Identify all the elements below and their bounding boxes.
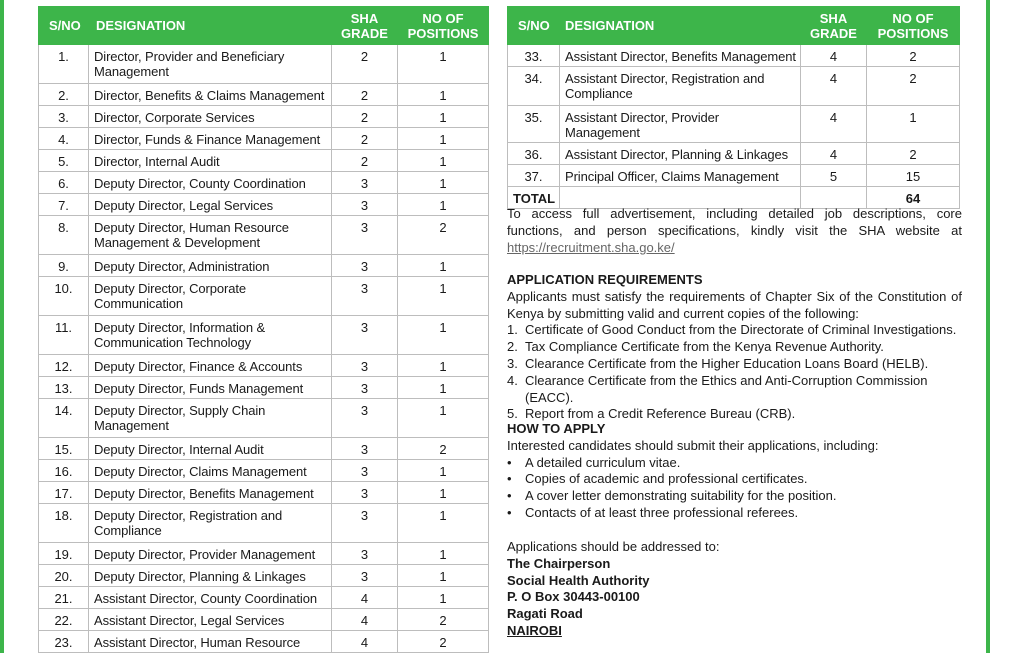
table-row xyxy=(39,399,489,438)
table-row xyxy=(508,106,960,143)
row-designation: Deputy Director, Supply Chain Management xyxy=(89,399,332,438)
row-sno: 8. xyxy=(39,216,89,255)
table-row xyxy=(508,45,960,67)
requirement-number: 2. xyxy=(507,339,518,355)
row-grade: 4 xyxy=(332,631,398,653)
row-designation: Deputy Director, Funds Management xyxy=(89,377,332,399)
row-grade: 3 xyxy=(332,543,398,565)
row-sno: 35. xyxy=(508,106,560,143)
apply-item xyxy=(507,488,962,505)
row-grade: 3 xyxy=(332,504,398,543)
address-line: P. O Box 30443-00100 xyxy=(507,589,640,605)
row-positions: 1 xyxy=(398,150,489,172)
requirement-item xyxy=(507,356,962,373)
positions-table-left xyxy=(38,6,489,653)
row-positions: 2 xyxy=(867,143,960,165)
table-row xyxy=(39,565,489,587)
row-grade: 3 xyxy=(332,565,398,587)
table-row xyxy=(39,460,489,482)
table-row xyxy=(39,172,489,194)
table-row xyxy=(39,438,489,460)
requirements-intro: Applicants must satisfy the requirements of Chapter Six of the Constitution of Kenya by submitting valid and current copies of the following: xyxy=(507,288,962,321)
row-grade: 4 xyxy=(801,143,867,165)
bullet-icon: • xyxy=(507,504,512,520)
row-designation: Deputy Director, Benefits Management xyxy=(89,482,332,504)
row-positions: 1 xyxy=(867,106,960,143)
row-positions: 1 xyxy=(398,587,489,609)
row-designation: Director, Internal Audit xyxy=(89,150,332,172)
table-header-row xyxy=(39,7,489,45)
table-row xyxy=(39,84,489,106)
row-designation: Assistant Director, Benefits Management xyxy=(560,45,801,67)
header-designation: DESIGNATION xyxy=(560,7,801,45)
row-sno: 4. xyxy=(39,128,89,150)
row-sno: 2. xyxy=(39,84,89,106)
row-sno: 7. xyxy=(39,194,89,216)
requirements-heading: APPLICATION REQUIREMENTS xyxy=(507,272,703,287)
row-positions: 1 xyxy=(398,84,489,106)
row-positions: 1 xyxy=(398,355,489,377)
row-designation: Assistant Director, County Coordination xyxy=(89,587,332,609)
row-sno: 20. xyxy=(39,565,89,587)
row-designation: Director, Benefits & Claims Management xyxy=(89,84,332,106)
table-row xyxy=(508,67,960,106)
how-to-apply-intro: Interested candidates should submit their applications, including: xyxy=(507,437,879,453)
access-paragraph: To access full advertisement, including detailed job descriptions, core functions, and person specifications, kindly visit the SHA website at https://recruitment.sha.go.ke/ xyxy=(507,206,962,255)
requirement-number: 5. xyxy=(507,406,518,422)
apply-item-text: A detailed curriculum vitae. xyxy=(525,454,681,470)
table-row xyxy=(39,355,489,377)
header-positions: NO OF POSITIONS xyxy=(398,7,489,45)
row-designation: Deputy Director, Planning & Linkages xyxy=(89,565,332,587)
row-sno: 5. xyxy=(39,150,89,172)
row-positions: 1 xyxy=(398,45,489,84)
row-grade: 2 xyxy=(332,150,398,172)
row-grade: 4 xyxy=(332,587,398,609)
row-grade: 5 xyxy=(801,165,867,187)
table-row xyxy=(39,587,489,609)
row-positions: 1 xyxy=(398,377,489,399)
apply-item-text: Contacts of at least three professional referees. xyxy=(525,504,799,520)
row-grade: 4 xyxy=(801,106,867,143)
row-grade: 3 xyxy=(332,377,398,399)
row-designation: Deputy Director, Corporate Communication xyxy=(89,277,332,316)
row-grade: 3 xyxy=(332,194,398,216)
apply-item-text: A cover letter demonstrating suitability for the position. xyxy=(525,488,837,504)
row-grade: 3 xyxy=(332,438,398,460)
total-value: 64 xyxy=(867,187,960,209)
row-positions: 1 xyxy=(398,172,489,194)
requirement-text: Report from a Credit Reference Bureau (CRB). xyxy=(525,406,796,422)
header-grade: SHA GRADE xyxy=(801,7,867,45)
positions-table-right xyxy=(507,6,960,209)
requirement-text: Certificate of Good Conduct from the Directorate of Criminal Investigations. xyxy=(525,322,957,338)
row-sno: 18. xyxy=(39,504,89,543)
header-sno: S/NO xyxy=(39,7,89,45)
row-grade: 3 xyxy=(332,399,398,438)
row-positions: 2 xyxy=(398,609,489,631)
row-sno: 17. xyxy=(39,482,89,504)
how-to-apply-list xyxy=(507,455,962,522)
header-sno: S/NO xyxy=(508,7,560,45)
row-positions: 1 xyxy=(398,482,489,504)
row-designation: Deputy Director, Registration and Compliance xyxy=(89,504,332,543)
row-grade: 3 xyxy=(332,255,398,277)
application-requirements xyxy=(507,272,962,423)
requirements-list xyxy=(507,322,962,423)
table-row xyxy=(39,106,489,128)
row-positions: 1 xyxy=(398,194,489,216)
row-designation: Deputy Director, County Coordination xyxy=(89,172,332,194)
table-row xyxy=(39,377,489,399)
requirement-item xyxy=(507,373,962,407)
table-row xyxy=(508,143,960,165)
row-positions: 1 xyxy=(398,399,489,438)
address-intro: Applications should be addressed to: xyxy=(507,539,720,554)
row-positions: 2 xyxy=(867,67,960,106)
row-positions: 2 xyxy=(398,631,489,653)
row-sno: 23. xyxy=(39,631,89,653)
total-label: TOTAL xyxy=(508,187,560,209)
apply-item-text: Copies of academic and professional certificates. xyxy=(525,471,808,487)
apply-item xyxy=(507,471,962,488)
recruitment-link[interactable]: https://recruitment.sha.go.ke/ xyxy=(507,239,675,255)
row-sno: 37. xyxy=(508,165,560,187)
row-sno: 15. xyxy=(39,438,89,460)
table-row xyxy=(39,609,489,631)
table-row xyxy=(39,504,489,543)
address-block xyxy=(507,539,962,640)
table-row xyxy=(39,150,489,172)
row-grade: 3 xyxy=(332,216,398,255)
address-city: NAIROBI xyxy=(507,622,562,638)
table-row xyxy=(39,543,489,565)
row-grade: 2 xyxy=(332,45,398,84)
requirement-text: Tax Compliance Certificate from the Kenya Revenue Authority. xyxy=(525,339,884,355)
row-grade: 3 xyxy=(332,460,398,482)
row-sno: 22. xyxy=(39,609,89,631)
row-positions: 2 xyxy=(398,216,489,255)
requirement-text: Clearance Certificate from the Higher Education Loans Board (HELB). xyxy=(525,355,929,371)
row-sno: 10. xyxy=(39,277,89,316)
header-positions: NO OF POSITIONS xyxy=(867,7,960,45)
table-row xyxy=(39,255,489,277)
row-grade: 4 xyxy=(332,609,398,631)
row-sno: 34. xyxy=(508,67,560,106)
row-grade: 3 xyxy=(332,277,398,316)
header-grade: SHA GRADE xyxy=(332,7,398,45)
row-designation: Assistant Director, Registration and Compliance xyxy=(560,67,801,106)
table-row xyxy=(39,631,489,653)
row-designation: Deputy Director, Finance & Accounts xyxy=(89,355,332,377)
table-row xyxy=(39,45,489,84)
requirement-item xyxy=(507,322,962,339)
row-designation: Director, Provider and Beneficiary Management xyxy=(89,45,332,84)
table-row xyxy=(39,128,489,150)
row-positions: 1 xyxy=(398,565,489,587)
how-to-apply-heading: HOW TO APPLY xyxy=(507,421,606,436)
row-sno: 33. xyxy=(508,45,560,67)
row-positions: 1 xyxy=(398,543,489,565)
row-grade: 3 xyxy=(332,482,398,504)
bullet-icon: • xyxy=(507,454,512,470)
row-sno: 13. xyxy=(39,377,89,399)
row-grade: 2 xyxy=(332,128,398,150)
row-grade: 3 xyxy=(332,172,398,194)
row-positions: 2 xyxy=(867,45,960,67)
row-designation: Deputy Director, Legal Services xyxy=(89,194,332,216)
row-designation: Deputy Director, Information & Communication Technology xyxy=(89,316,332,355)
requirement-number: 1. xyxy=(507,322,518,338)
apply-item xyxy=(507,505,962,522)
row-designation: Assistant Director, Provider Management xyxy=(560,106,801,143)
row-designation: Deputy Director, Administration xyxy=(89,255,332,277)
address-line: Social Health Authority xyxy=(507,572,650,588)
row-designation: Deputy Director, Provider Management xyxy=(89,543,332,565)
row-grade: 2 xyxy=(332,84,398,106)
row-designation: Assistant Director, Planning & Linkages xyxy=(560,143,801,165)
row-designation: Assistant Director, Legal Services xyxy=(89,609,332,631)
how-to-apply xyxy=(507,421,962,522)
row-sno: 16. xyxy=(39,460,89,482)
row-sno: 6. xyxy=(39,172,89,194)
row-grade: 3 xyxy=(332,316,398,355)
row-positions: 1 xyxy=(398,255,489,277)
row-positions: 1 xyxy=(398,277,489,316)
requirement-text: Clearance Certificate from the Ethics and Anti-Corruption Commission (EACC). xyxy=(525,372,928,405)
row-positions: 1 xyxy=(398,460,489,482)
table-row xyxy=(39,277,489,316)
row-designation: Deputy Director, Internal Audit xyxy=(89,438,332,460)
right-border-rule xyxy=(986,0,990,653)
requirement-number: 3. xyxy=(507,355,518,371)
row-designation: Principal Officer, Claims Management xyxy=(560,165,801,187)
apply-item xyxy=(507,455,962,472)
table-row xyxy=(39,482,489,504)
row-positions: 15 xyxy=(867,165,960,187)
row-grade: 4 xyxy=(801,67,867,106)
row-sno: 9. xyxy=(39,255,89,277)
row-designation: Director, Funds & Finance Management xyxy=(89,128,332,150)
row-positions: 1 xyxy=(398,106,489,128)
left-border-rule xyxy=(0,0,4,653)
row-sno: 1. xyxy=(39,45,89,84)
table-row xyxy=(508,165,960,187)
row-sno: 3. xyxy=(39,106,89,128)
table-header-row xyxy=(508,7,960,45)
requirement-item xyxy=(507,339,962,356)
row-positions: 1 xyxy=(398,504,489,543)
row-designation: Deputy Director, Claims Management xyxy=(89,460,332,482)
row-sno: 21. xyxy=(39,587,89,609)
row-sno: 36. xyxy=(508,143,560,165)
row-designation: Deputy Director, Human Resource Management & Development xyxy=(89,216,332,255)
table-row xyxy=(39,316,489,355)
row-sno: 19. xyxy=(39,543,89,565)
row-positions: 2 xyxy=(398,438,489,460)
row-grade: 3 xyxy=(332,355,398,377)
address-line: Ragati Road xyxy=(507,606,583,622)
address-line: The Chairperson xyxy=(507,555,611,571)
bullet-icon: • xyxy=(507,488,512,504)
header-designation: DESIGNATION xyxy=(89,7,332,45)
row-grade: 2 xyxy=(332,106,398,128)
requirement-number: 4. xyxy=(507,372,518,388)
table-row xyxy=(39,216,489,255)
row-sno: 12. xyxy=(39,355,89,377)
row-grade: 4 xyxy=(801,45,867,67)
bullet-icon: • xyxy=(507,471,512,487)
row-positions: 1 xyxy=(398,316,489,355)
table-row xyxy=(39,194,489,216)
row-designation: Director, Corporate Services xyxy=(89,106,332,128)
row-sno: 14. xyxy=(39,399,89,438)
row-sno: 11. xyxy=(39,316,89,355)
row-designation: Assistant Director, Human Resource xyxy=(89,631,332,653)
row-positions: 1 xyxy=(398,128,489,150)
